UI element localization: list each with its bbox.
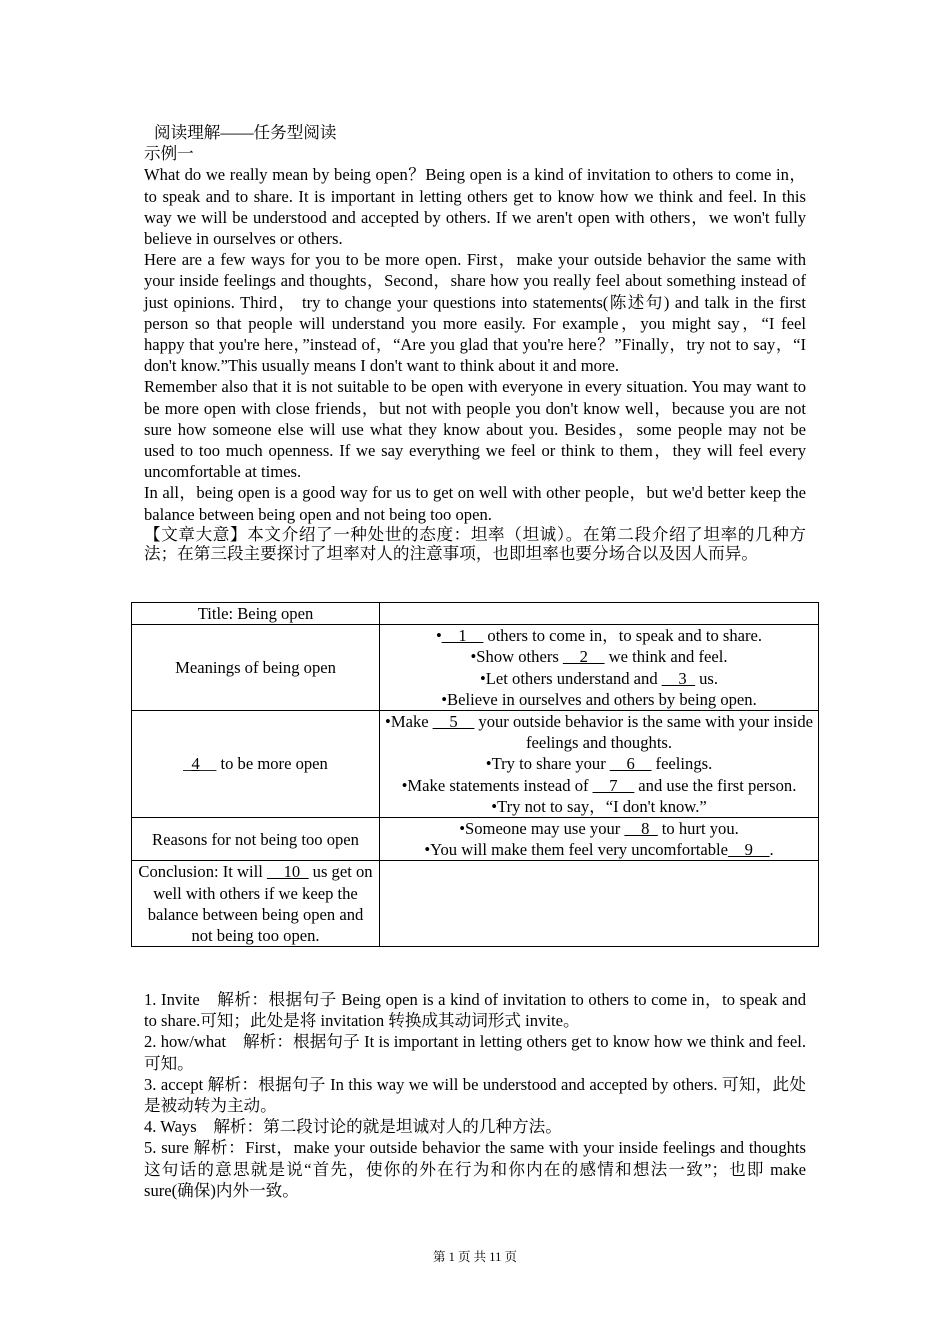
answer-key: [144, 989, 806, 1201]
meanings-line-2: •Show others __2__ we think and feel.: [470, 647, 728, 667]
meanings-content: [380, 625, 819, 711]
blank-10: __10_: [267, 862, 309, 882]
ways-line-2: •Try to share your __6__ feelings.: [485, 754, 713, 774]
ways-line-1: •Make __5__ your outside behavior is the same with your inside feelings and thoughts.: [385, 712, 813, 753]
blank-4: 4: [191, 754, 200, 774]
passage-paragraph-4: In all，being open is a good way for us to get on well with other people，but we'd better keep the balance between being open and not being too open.: [144, 483, 806, 524]
answer-item: 1. Invite 解析：根据句子 Being open is a kind of invitation to others to come in，to speak and to share.可知；此处是将 invitation 转换成其动词形式 invite。: [144, 990, 806, 1031]
meanings-line-3: •Let others understand and __3_ us.: [479, 668, 719, 688]
blank-1: __1__: [441, 626, 484, 646]
ways-label: _4__ to be more open: [132, 711, 380, 818]
blank-5: __5__: [432, 712, 475, 732]
answer-item: 3. accept 解析：根据句子 In this way we will be understood and accepted by others. 可知，此处是被动转为主动。: [144, 1074, 806, 1116]
passage-paragraph-1: What do we really mean by being open？Being open is a kind of invitation to others to come in，to speak and to share. It is important in letting others get to know how we think and feel. In this way we will be understood and accepted by others. If we aren't open with others，we won't fully believe in ourselves or others.: [144, 165, 806, 249]
table-row: [132, 818, 819, 861]
blank-3: __3_: [661, 668, 695, 688]
answer-item: 2. how/what 解析：根据句子 It is important in letting others get to know how we think and feel. 可知。: [144, 1032, 806, 1073]
blank-7: __7__: [592, 775, 635, 795]
meanings-line-4: •Believe in ourselves and others by being open.: [441, 689, 757, 709]
passage-paragraph-3: Remember also that it is not suitable to be open with everyone in every situation. You may want to be more open with close friends，but not with people you don't know well，because you are not sure how someone else will use what they know about you. Besides，some people may not be used to too much openness. If we say everything we feel or think to them，they will feel every uncomfortable at times.: [144, 377, 806, 482]
reasons-line-1: •Someone may use your __8_ to hurt you.: [459, 819, 739, 839]
task-table: [131, 602, 819, 947]
meanings-line-1: •__1__ others to come in，to speak and to share.: [435, 626, 763, 646]
ways-line-4: •Try not to say，“I don't know.”: [491, 796, 707, 816]
table-row: [132, 625, 819, 711]
meanings-label: Meanings of being open: [132, 625, 380, 711]
table-row: [132, 603, 819, 625]
ways-line-3: •Make statements instead of __7__ and use the first person.: [401, 775, 797, 795]
empty-cell: [380, 603, 819, 625]
page-footer: 第 1 页 共 11 页: [433, 1250, 517, 1264]
title-cell: Title: Being open: [132, 603, 380, 625]
blank-6: __6__: [609, 754, 652, 774]
conclusion-cell: Conclusion: It will __10_ us get on well with others if we keep the balance between being open and not being too open.: [132, 861, 380, 947]
answer-item: 5. sure 解析：First，make your outside behavior the same with your inside feelings and thoughts 这句话的意思就是说“首先，使你的外在行为和你内在的感情和想法一致”；也即 make sure(确保)内外一致。: [144, 1138, 806, 1200]
page-title: 阅读理解——任务型阅读: [154, 123, 337, 142]
passage-paragraph-2: Here are a few ways for you to be more open. First，make your outside behavior the same with your inside feelings and thoughts，Second，share how you really feel about something instead of just opinions. Third， try to change your questions into statements(陈述句) and talk in the first person so that people will understand you more easily. For example，you might say，“I feel happy that you're here，”instead of，“Are you glad that you're here？”Finally，try not to say，“I don't know.”This usually means I don't want to think about it and more.: [144, 250, 806, 376]
empty-cell: [380, 861, 819, 947]
reasons-content: [380, 818, 819, 861]
answer-item: 4. Ways 解析：第二段讨论的就是坦诚对人的几种方法。: [144, 1117, 562, 1137]
blank-2: __2__: [562, 647, 605, 667]
article-summary: 【文章大意】本文介绍了一种处世的态度：坦率（坦诚）。在第二段介绍了坦率的几种方法；在第三段主要探讨了坦率对人的注意事项，也即坦率也要分场合以及因人而异。: [144, 524, 806, 564]
blank-8: __8_: [624, 819, 658, 839]
document-body: [144, 122, 806, 564]
reasons-line-2: •You will make them feel very uncomfortable__9__.: [424, 840, 774, 860]
blank-9: __9__: [728, 840, 770, 860]
example-label: 示例一: [144, 144, 194, 164]
table-row: [132, 861, 819, 947]
table-row: [132, 711, 819, 818]
ways-content: [380, 711, 819, 818]
reasons-label: Reasons for not being too open: [132, 818, 380, 861]
